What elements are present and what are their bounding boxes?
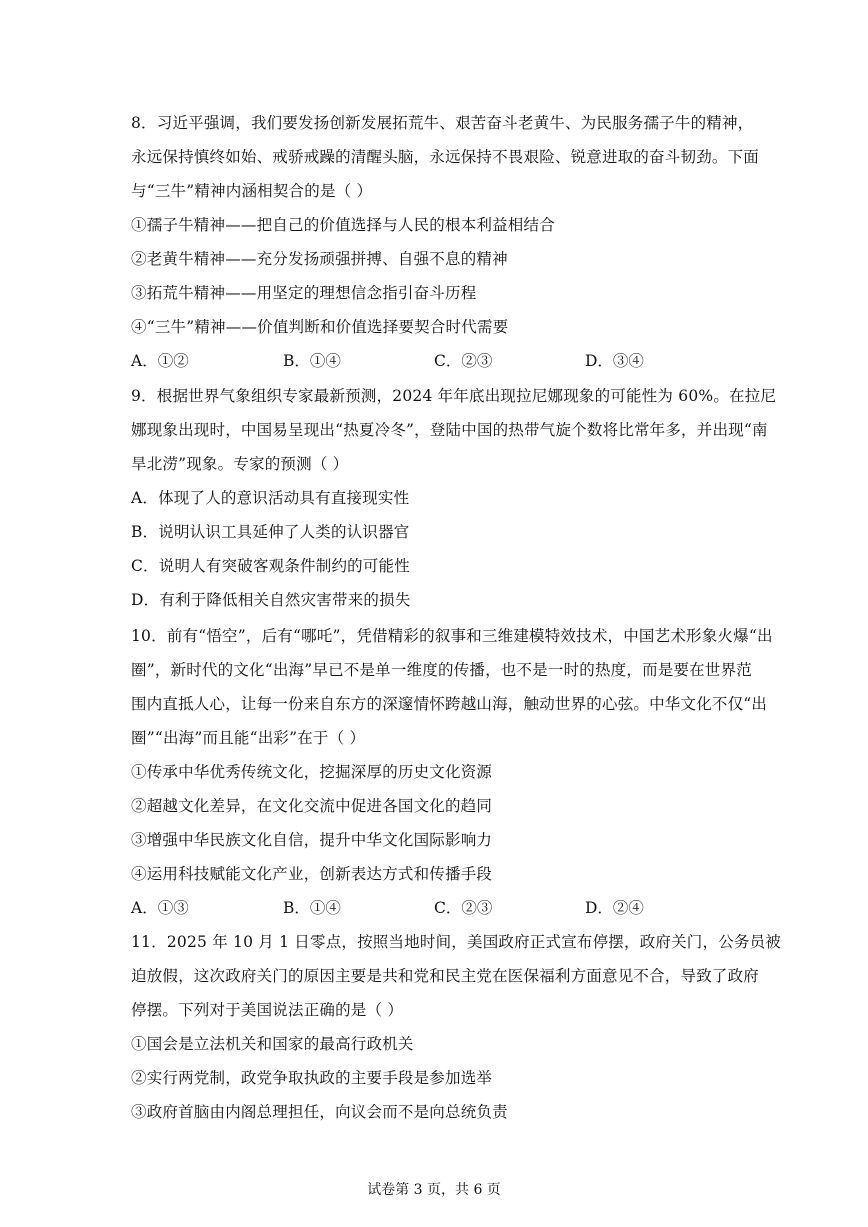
question-10-statement-2: ②超越文化差异，在文化交流中促进各国文化的趋同 bbox=[131, 797, 493, 815]
question-9-stem-line-2: 娜现象出现时，中国易呈现出“热夏冷冬”，登陆中国的热带气旋个数将比常年多，并出现“南 bbox=[131, 421, 768, 439]
question-11-statement-2: ②实行两党制，政党争取执政的主要手段是参加选举 bbox=[131, 1069, 493, 1087]
question-11-stem-line-1: 11．2025 年 10 月 1 日零点，按照当地时间，美国政府正式宣布停摆，政府关门，公务员被 bbox=[131, 933, 781, 951]
question-9-option-d[interactable]: D．有利于降低相关自然灾害带来的损失 bbox=[131, 591, 411, 609]
question-8-stem-line-1: 8．习近平强调，我们要发扬创新发展拓荒牛、艰苦奋斗老黄牛、为民服务孺子牛的精神， bbox=[131, 114, 754, 132]
question-8-option-a[interactable]: A．①② bbox=[131, 352, 189, 370]
question-9-stem-line-3: 旱北涝”现象。专家的预测（ ） bbox=[131, 455, 349, 473]
question-11-statement-1: ①国会是立法机关和国家的最高行政机关 bbox=[131, 1035, 414, 1053]
question-9-option-b[interactable]: B．说明认识工具延伸了人类的认识器官 bbox=[131, 523, 410, 541]
question-10-option-a[interactable]: A．①③ bbox=[131, 899, 189, 917]
question-10-statement-3: ③增强中华民族文化自信，提升中华文化国际影响力 bbox=[131, 831, 493, 849]
question-10-statement-4: ④运用科技赋能文化产业，创新表达方式和传播手段 bbox=[131, 865, 493, 883]
question-8-option-d[interactable]: D．③④ bbox=[585, 352, 644, 370]
question-9-option-c[interactable]: C．说明人有突破客观条件制约的可能性 bbox=[131, 557, 410, 575]
question-8-statement-3: ③拓荒牛精神——用坚定的理想信念指引奋斗历程 bbox=[131, 284, 477, 302]
question-8-option-b[interactable]: B．①④ bbox=[283, 352, 341, 370]
question-10-stem-line-3: 围内直抵人心，让每一份来自东方的深邃情怀跨越山海，触动世界的心弦。中华文化不仅“出 bbox=[131, 695, 768, 713]
page-footer: 试卷第 3 页，共 6 页 bbox=[367, 1182, 501, 1198]
question-8-statement-1: ①孺子牛精神——把自己的价值选择与人民的根本利益相结合 bbox=[131, 216, 555, 234]
question-8-statement-2: ②老黄牛精神——充分发扬顽强拼搏、自强不息的精神 bbox=[131, 250, 508, 268]
question-11-stem-line-3: 停摆。下列对于美国说法正确的是（ ） bbox=[131, 1001, 404, 1019]
question-10-option-b[interactable]: B．①④ bbox=[283, 899, 341, 917]
question-8-option-c[interactable]: C．②③ bbox=[434, 352, 493, 370]
question-8-stem-line-2: 永远保持慎终如始、戒骄戒躁的清醒头脑，永远保持不畏艰险、锐意进取的奋斗韧劲。下面 bbox=[131, 148, 760, 166]
question-10-stem-line-1: 10．前有“悟空”，后有“哪吒”，凭借精彩的叙事和三维建模特效技术，中国艺术形象火爆“出 bbox=[131, 627, 773, 645]
question-10-option-c[interactable]: C．②③ bbox=[434, 899, 493, 917]
question-8-statement-4: ④“三牛”精神——价值判断和价值选择要契合时代需要 bbox=[131, 318, 509, 336]
question-10-option-d[interactable]: D．②④ bbox=[585, 899, 644, 917]
question-9-stem-line-1: 9．根据世界气象组织专家最新预测，2024 年年底出现拉尼娜现象的可能性为 60%。在拉尼 bbox=[131, 387, 777, 405]
question-8-stem-line-3: 与“三牛”精神内涵相契合的是（ ） bbox=[131, 182, 373, 200]
question-10-stem-line-4: 圈”“出海”而且能“出彩”在于（ ） bbox=[131, 729, 366, 747]
question-11-statement-3: ③政府首脑由内阁总理担任，向议会而不是向总统负责 bbox=[131, 1103, 508, 1121]
question-9-option-a[interactable]: A．体现了人的意识活动具有直接现实性 bbox=[131, 489, 410, 507]
question-10-statement-1: ①传承中华优秀传统文化，挖掘深厚的历史文化资源 bbox=[131, 763, 493, 781]
question-11-stem-line-2: 迫放假，这次政府关门的原因主要是共和党和民主党在医保福利方面意见不合，导致了政府 bbox=[131, 967, 760, 985]
question-10-stem-line-2: 圈”，新时代的文化“出海”早已不是单一维度的传播，也不是一时的热度，而是要在世界范 bbox=[131, 661, 752, 679]
